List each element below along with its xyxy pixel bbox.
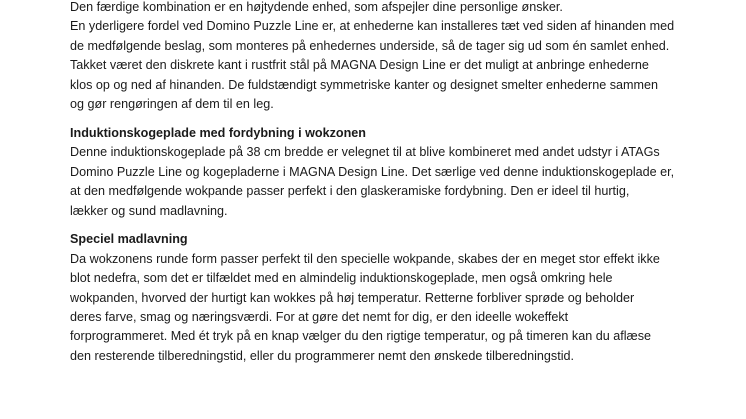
paragraph-line: wokpanden, hvorved der hurtigt kan wokkes på høj temperatur. Retterne forbliver sprøde og beholder <box>70 290 635 305</box>
paragraph-line: blot nedefra, som det er tilfældet med en almindelig induktionskogeplade, men også omkring hele <box>70 271 613 286</box>
paragraph-line: klos op og ned af hinanden. De fuldstændigt symmetriske kanter og designet smelter enhederne sammen <box>70 77 659 92</box>
paragraph-gap <box>70 221 734 231</box>
section-induction-hob <box>70 124 734 221</box>
paragraph-line: de medfølgende beslag, som monteres på enhedernes underside, så de tager sig ud som én samlet enhed. <box>70 38 670 53</box>
section-special-cooking <box>70 230 734 366</box>
paragraph-gap <box>70 114 734 124</box>
paragraph-line: den resterende tilberedningstid, eller du programmerer nemt den ønskede tilberedningstid. <box>70 348 575 363</box>
paragraph-line: deres farve, smag og næringsværdi. For at gøre det nemt for dig, er den ideelle wokeffekt <box>70 310 569 325</box>
section-heading: Induktionskogeplade med fordybning i wokzonen <box>70 125 366 140</box>
paragraph-line: forprogrammeret. Med ét tryk på en knap vælger du den rigtige temperatur, og på timeren kan du aflæse <box>70 329 652 344</box>
section-heading: Speciel madlavning <box>70 232 188 247</box>
paragraph-line: Takket været den diskrete kant i rustfrit stål på MAGNA Design Line er det muligt at anbringe enhederne <box>70 58 649 73</box>
section-intro <box>70 0 734 114</box>
document-page <box>70 0 734 366</box>
paragraph-line: Den færdige kombination er en højtydende enhed, som afspejler dine personlige ønsker. <box>70 0 563 14</box>
paragraph-line: Domino Puzzle Line og kogepladerne i MAGNA Design Line. Det særlige ved denne induktionskogeplade er, <box>70 164 675 179</box>
paragraph-line: og gør rengøringen af dem til en leg. <box>70 96 274 111</box>
paragraph-line: Denne induktionskogeplade på 38 cm bredde er velegnet til at blive kombineret med andet udstyr i ATAGs <box>70 145 660 160</box>
paragraph-line: lækker og sund madlavning. <box>70 203 228 218</box>
paragraph-line: Da wokzonens runde form passer perfekt til den specielle wokpande, skabes der en meget stor effekt ikke <box>70 251 660 266</box>
paragraph-line: En yderligere fordel ved Domino Puzzle Line er, at enhederne kan installeres tæt ved siden af hinanden med <box>70 19 675 34</box>
paragraph-line: at den medfølgende wokpande passer perfekt i den glaskeramiske fordybning. Den er ideel til hurtig, <box>70 184 630 199</box>
